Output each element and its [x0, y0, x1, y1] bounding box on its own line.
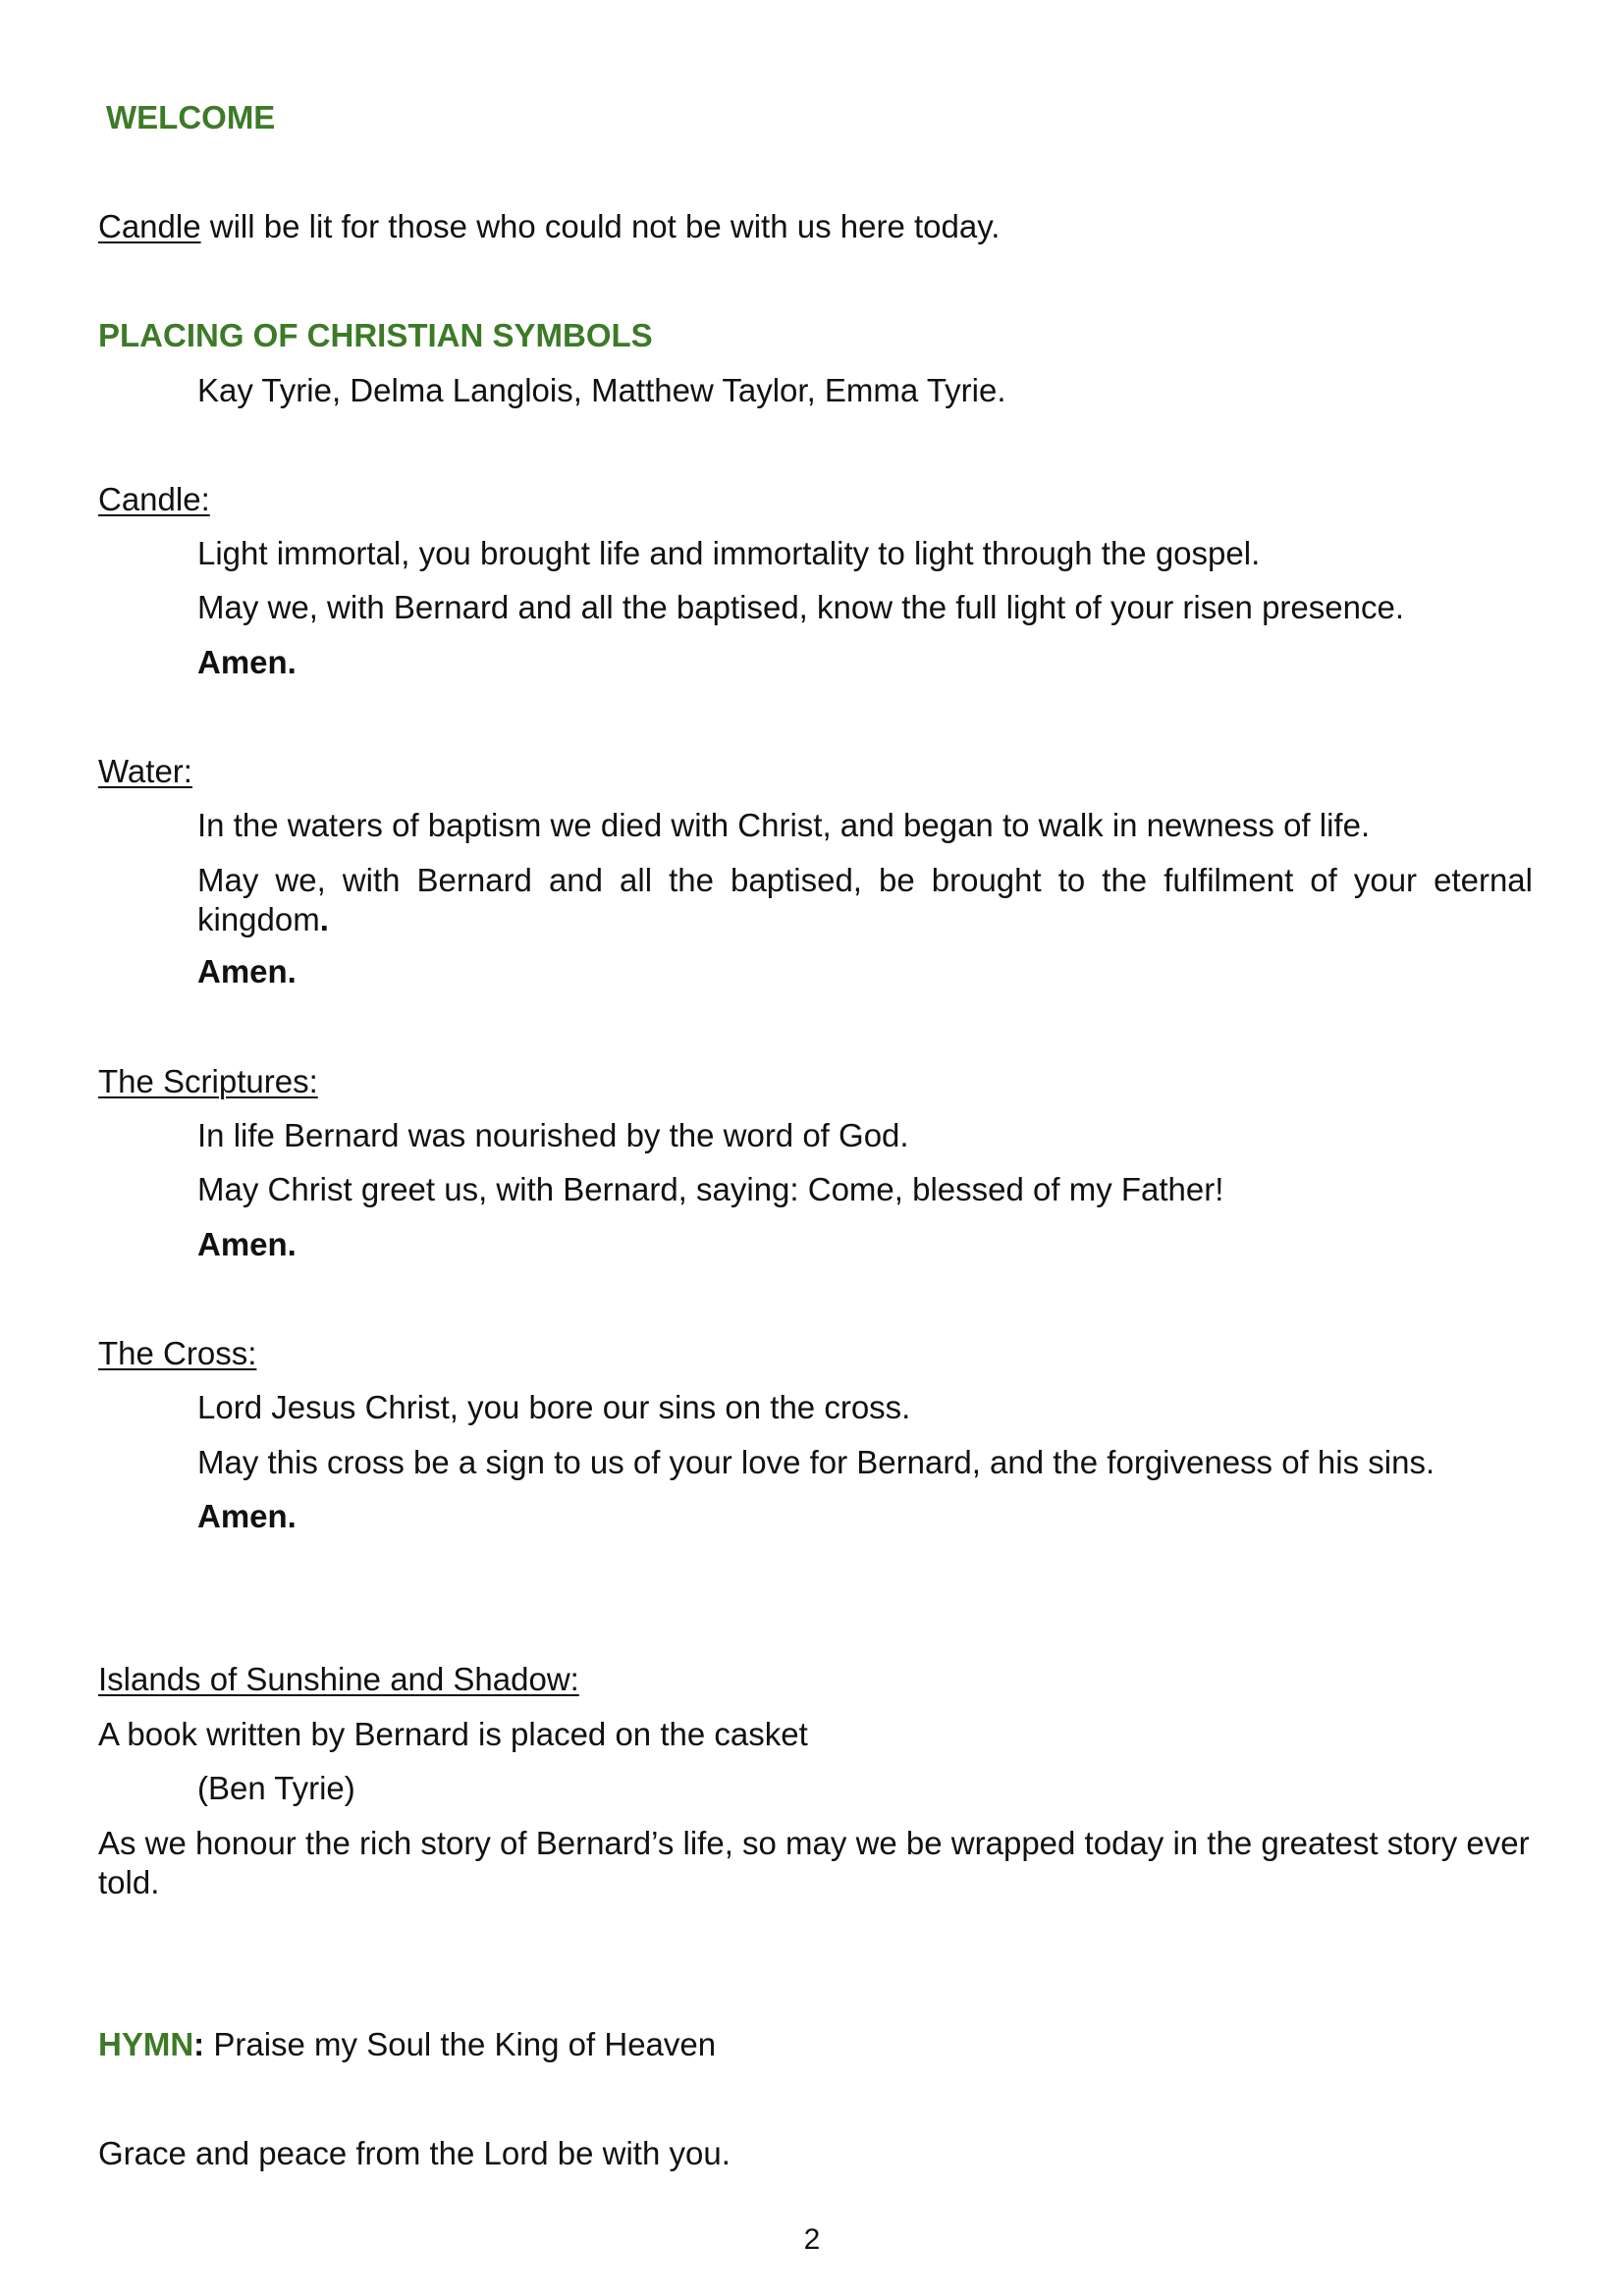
page-number: 2 [803, 2223, 821, 2256]
scriptures-line-2: May Christ greet us, with Bernard, saying: Come, blessed of my Father! [197, 1171, 1224, 1207]
candle-note-label: Candle [98, 208, 201, 244]
islands-line-1: A book written by Bernard is placed on the casket [98, 1716, 808, 1752]
water-line-2 [197, 861, 1533, 939]
cross-label: The Cross: [98, 1335, 257, 1371]
symbols-heading: PLACING OF CHRISTIAN SYMBOLS [98, 317, 653, 353]
candle-note [98, 207, 1000, 246]
scriptures-label: The Scriptures: [98, 1063, 318, 1099]
candle-line-1: Light immortal, you brought life and immortality to light through the gospel. [197, 535, 1261, 571]
hymn-colon: : [193, 2026, 205, 2062]
candle-note-text: will be lit for those who could not be with us here today. [200, 208, 1001, 244]
islands-label: Islands of Sunshine and Shadow: [98, 1661, 579, 1697]
water-line-2-end: . [319, 901, 329, 937]
water-label: Water: [98, 753, 192, 789]
water-line-2-text: May we, with Bernard and all the baptised, be brought to the fulfilment of your eternal kingdom [197, 862, 1533, 937]
symbols-people: Kay Tyrie, Delma Langlois, Matthew Taylor, Emma Tyrie. [197, 372, 1006, 408]
welcome-heading: WELCOME [106, 99, 276, 135]
islands-line-2: As we honour the rich story of Bernard’s life, so may we be wrapped today in the greatest story ever told. [98, 1825, 1530, 1900]
candle-line-2: May we, with Bernard and all the baptised, know the full light of your risen presence. [197, 589, 1404, 625]
scriptures-line-1: In life Bernard was nourished by the word of God. [197, 1117, 909, 1153]
hymn-label: HYMN [98, 2026, 194, 2062]
islands-reader: (Ben Tyrie) [197, 1770, 355, 1806]
cross-line-2: May this cross be a sign to us of your love for Bernard, and the forgiveness of his sins. [197, 1444, 1435, 1480]
scriptures-amen: Amen. [197, 1226, 297, 1262]
water-amen: Amen. [197, 953, 297, 989]
cross-line-1: Lord Jesus Christ, you bore our sins on the cross. [197, 1389, 911, 1425]
candle-amen: Amen. [197, 644, 297, 680]
hymn-title: Praise my Soul the King of Heaven [204, 2026, 717, 2062]
grace-line: Grace and peace from the Lord be with you. [98, 2135, 731, 2171]
water-line-1: In the waters of baptism we died with Christ, and began to walk in newness of life. [197, 807, 1371, 843]
candle-label: Candle: [98, 481, 210, 517]
hymn-line [98, 2025, 716, 2064]
cross-amen: Amen. [197, 1498, 297, 1534]
